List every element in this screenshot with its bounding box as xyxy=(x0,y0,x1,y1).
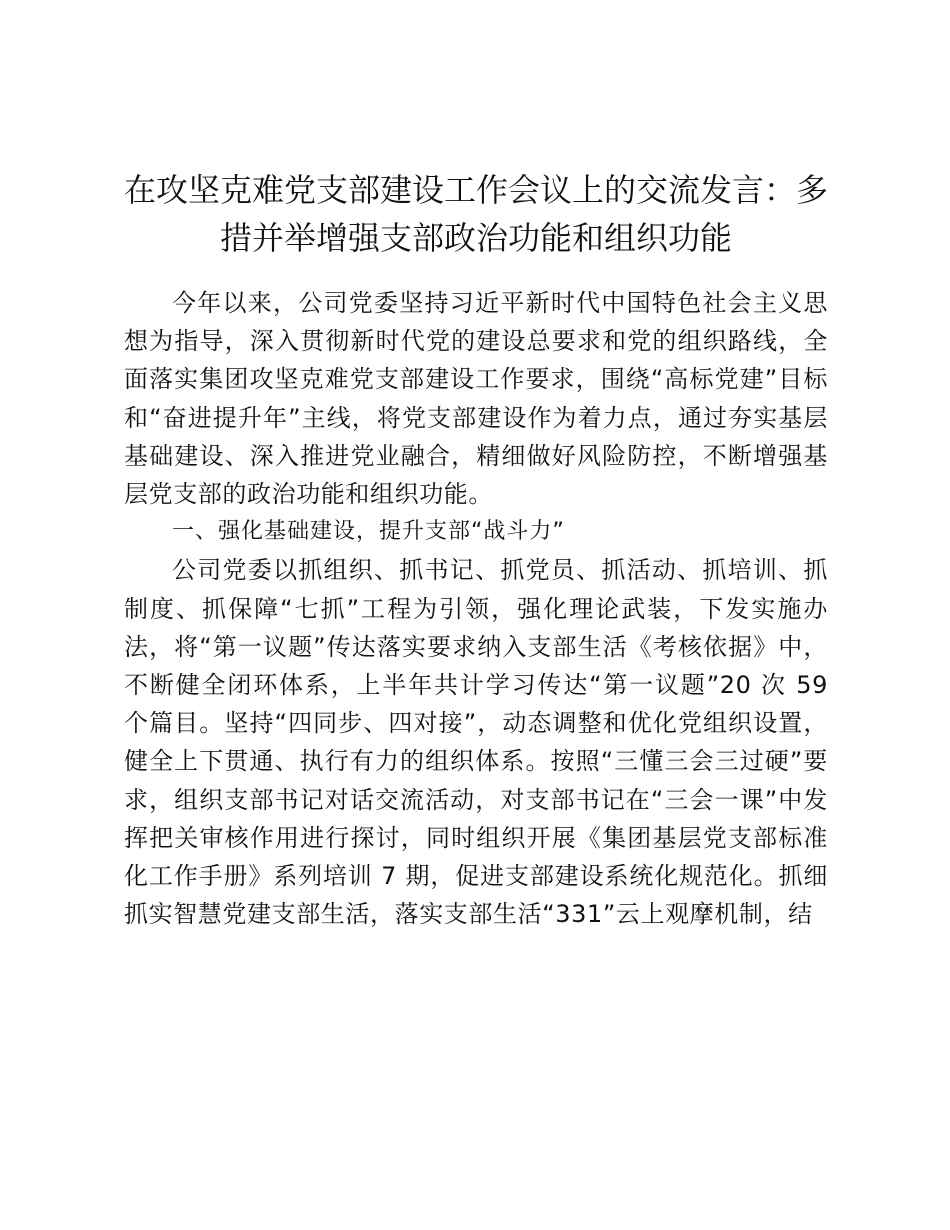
section-paragraph: 公司党委以抓组织、抓书记、抓党员、抓活动、抓培训、抓制度、抓保障“七抓”工程为引领，强化理论武装，下发实施办法，将“第一议题”传达落实要求纳入支部生活《考核依据》中，不断健全闭环体系，上半年共计学习传达“第一议题”20 次 59 个篇目。坚持“四同步、四对接”，动态调整和优化党组织设置，健全上下贯通、执行有力的组织体系。按照“三懂三会三过硬”要求，组织支部书记对话交流活动，对支部书记在“三会一课”中发挥把关审核作用进行探讨，同时组织开展《集团基层党支部标准化工作手册》系列培训 7 期，促进支部建设系统化规范化。抓细抓实智慧党建支部生活，落实支部生活“331”云上观摩机制，结 xyxy=(124,556,828,929)
document-title: 在攻坚克难党支部建设工作会议上的交流发言：多措并举增强支部政治功能和组织功能 xyxy=(123,171,828,257)
section-heading: 一、强化基础建设，提升支部“战斗力” xyxy=(172,519,565,545)
document-body xyxy=(124,284,828,933)
intro-paragraph: 今年以来，公司党委坚持习近平新时代中国特色社会主义思想为指导，深入贯彻新时代党的建设总要求和党的组织路线，全面落实集团攻坚克难党支部建设工作要求，围绕“高标党建”目标和“奋进提升年”主线，将党支部建设作为着力点，通过夯实基层基础建设、深入推进党业融合，精细做好风险防控，不断增强基层党支部的政治功能和组织功能。 xyxy=(124,289,828,509)
